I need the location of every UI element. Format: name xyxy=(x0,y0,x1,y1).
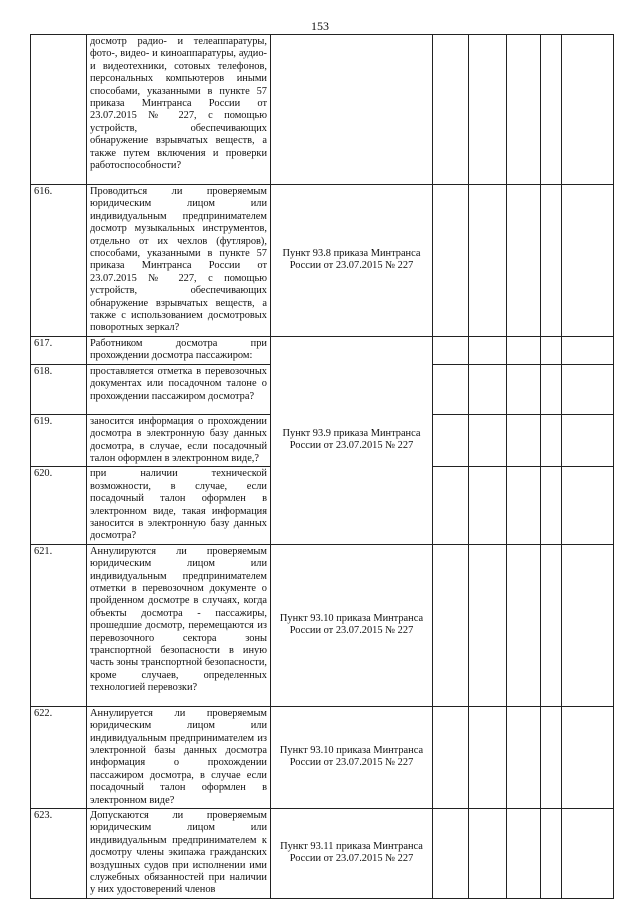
answer-no-cell xyxy=(469,336,507,364)
answer-extra-cell xyxy=(541,364,562,414)
row-number: 618. xyxy=(31,364,87,414)
answer-yes-cell xyxy=(433,467,469,544)
answer-extra-cell xyxy=(541,185,562,337)
answer-yes-cell xyxy=(433,364,469,414)
answer-no-cell xyxy=(469,414,507,467)
row-reference: Пункт 93.8 приказа Минтранса России от 23.07.2015 № 227 xyxy=(271,185,433,337)
note-cell xyxy=(562,364,614,414)
row-question: при наличии технической возможности, в случае, если посадочный талон оформлен в электронном виде, такая информация заносится в электронную базу данных досмотра? xyxy=(87,467,271,544)
answer-extra-cell xyxy=(541,336,562,364)
answer-na-cell xyxy=(507,185,541,337)
row-question: Проводиться ли проверяемым юридическим лицом или индивидуальным предпринимателем досмотр музыкальных инструментов, отдельно от их чехлов (футляров), способами, указанными в пункте 57 приказа Минтранса России от 23.07.2015 № 227, с помощью устройств, обеспечивающих обнаружение взрывчатых веществ, а также с использованием досмотровых поворотных зеркал? xyxy=(87,185,271,337)
row-question: Работником досмотра при прохождении досмотра пассажиром: xyxy=(87,336,271,364)
note-cell xyxy=(562,185,614,337)
table-row xyxy=(31,336,614,364)
answer-extra-cell xyxy=(541,35,562,185)
row-reference: Пункт 93.9 приказа Минтранса России от 23.07.2015 № 227 xyxy=(271,336,433,544)
row-number: 622. xyxy=(31,706,87,808)
note-cell xyxy=(562,544,614,706)
answer-yes-cell xyxy=(433,185,469,337)
answer-no-cell xyxy=(469,35,507,185)
note-cell xyxy=(562,35,614,185)
answer-extra-cell xyxy=(541,544,562,706)
answer-extra-cell xyxy=(541,414,562,467)
answer-yes-cell xyxy=(433,706,469,808)
answer-extra-cell xyxy=(541,809,562,899)
table-row xyxy=(31,809,614,899)
answer-na-cell xyxy=(507,414,541,467)
answer-na-cell xyxy=(507,336,541,364)
answer-no-cell xyxy=(469,364,507,414)
row-number xyxy=(31,35,87,185)
answer-no-cell xyxy=(469,706,507,808)
note-cell xyxy=(562,809,614,899)
row-number: 621. xyxy=(31,544,87,706)
table-row xyxy=(31,706,614,808)
answer-na-cell xyxy=(507,35,541,185)
row-question: заносится информация о прохождении досмотра в электронную базу данных досмотра, в случае, если посадочный талон оформлен в электронном виде,? xyxy=(87,414,271,467)
answer-no-cell xyxy=(469,544,507,706)
row-reference: Пункт 93.11 приказа Минтранса России от 23.07.2015 № 227 xyxy=(271,809,433,899)
answer-yes-cell xyxy=(433,414,469,467)
answer-no-cell xyxy=(469,185,507,337)
answer-no-cell xyxy=(469,467,507,544)
checklist-table xyxy=(30,34,614,899)
answer-na-cell xyxy=(507,544,541,706)
row-number: 619. xyxy=(31,414,87,467)
row-question: Аннулируются ли проверяемым юридическим лицом или индивидуальным предпринимателем отметки в перевозочном документе о пройденном досмотре в случаях, когда объекты досмотра - пассажиры, прошедшие досмотр, перемещаются из перевозочного сектора зоны транспортной безопасности в иную часть зоны транспортной безопасности, кроме случаев, определенных технологией перевозки? xyxy=(87,544,271,706)
answer-yes-cell xyxy=(433,336,469,364)
table-row xyxy=(31,185,614,337)
row-number: 617. xyxy=(31,336,87,364)
note-cell xyxy=(562,336,614,364)
answer-extra-cell xyxy=(541,467,562,544)
answer-na-cell xyxy=(507,809,541,899)
answer-na-cell xyxy=(507,706,541,808)
row-reference: Пункт 93.10 приказа Минтранса России от 23.07.2015 № 227 xyxy=(271,706,433,808)
row-question: Допускаются ли проверяемым юридическим лицом или индивидуальным предпринимателем к досмотру члены экипажа гражданских воздушных судов при исполнении ими служебных обязанностей при наличии у них удостоверений членов xyxy=(87,809,271,899)
note-cell xyxy=(562,706,614,808)
answer-extra-cell xyxy=(541,706,562,808)
answer-na-cell xyxy=(507,467,541,544)
answer-yes-cell xyxy=(433,544,469,706)
row-number: 616. xyxy=(31,185,87,337)
page-number: 153 xyxy=(311,19,329,33)
table-row xyxy=(31,35,614,185)
answer-yes-cell xyxy=(433,35,469,185)
row-number: 620. xyxy=(31,467,87,544)
note-cell xyxy=(562,467,614,544)
row-number: 623. xyxy=(31,809,87,899)
row-question: Аннулируется ли проверяемым юридическим лицом или индивидуальным предпринимателем из электронной базы данных досмотра информация о прохождении пассажиром досмотра, в случае если посадочный талон оформлен в электронном виде? xyxy=(87,706,271,808)
answer-na-cell xyxy=(507,364,541,414)
answer-no-cell xyxy=(469,809,507,899)
row-reference: Пункт 93.10 приказа Минтранса России от 23.07.2015 № 227 xyxy=(271,544,433,706)
row-question: проставляется отметка в перевозочных документах или посадочном талоне о прохождении пассажиром досмотра? xyxy=(87,364,271,414)
note-cell xyxy=(562,414,614,467)
table-row xyxy=(31,544,614,706)
row-reference xyxy=(271,35,433,185)
row-question: досмотр радио- и телеаппаратуры, фото-, видео- и киноаппаратуры, аудио- и видеотехники, сотовых телефонов, персональных компьютеров иными способами, указанными в пункте 57 приказа Минтранса России от 23.07.2015 № 227, с помощью устройств, обеспечивающих обнаружение взрывчатых веществ, а также путем включения и проверки работоспособности? xyxy=(87,35,271,185)
answer-yes-cell xyxy=(433,809,469,899)
